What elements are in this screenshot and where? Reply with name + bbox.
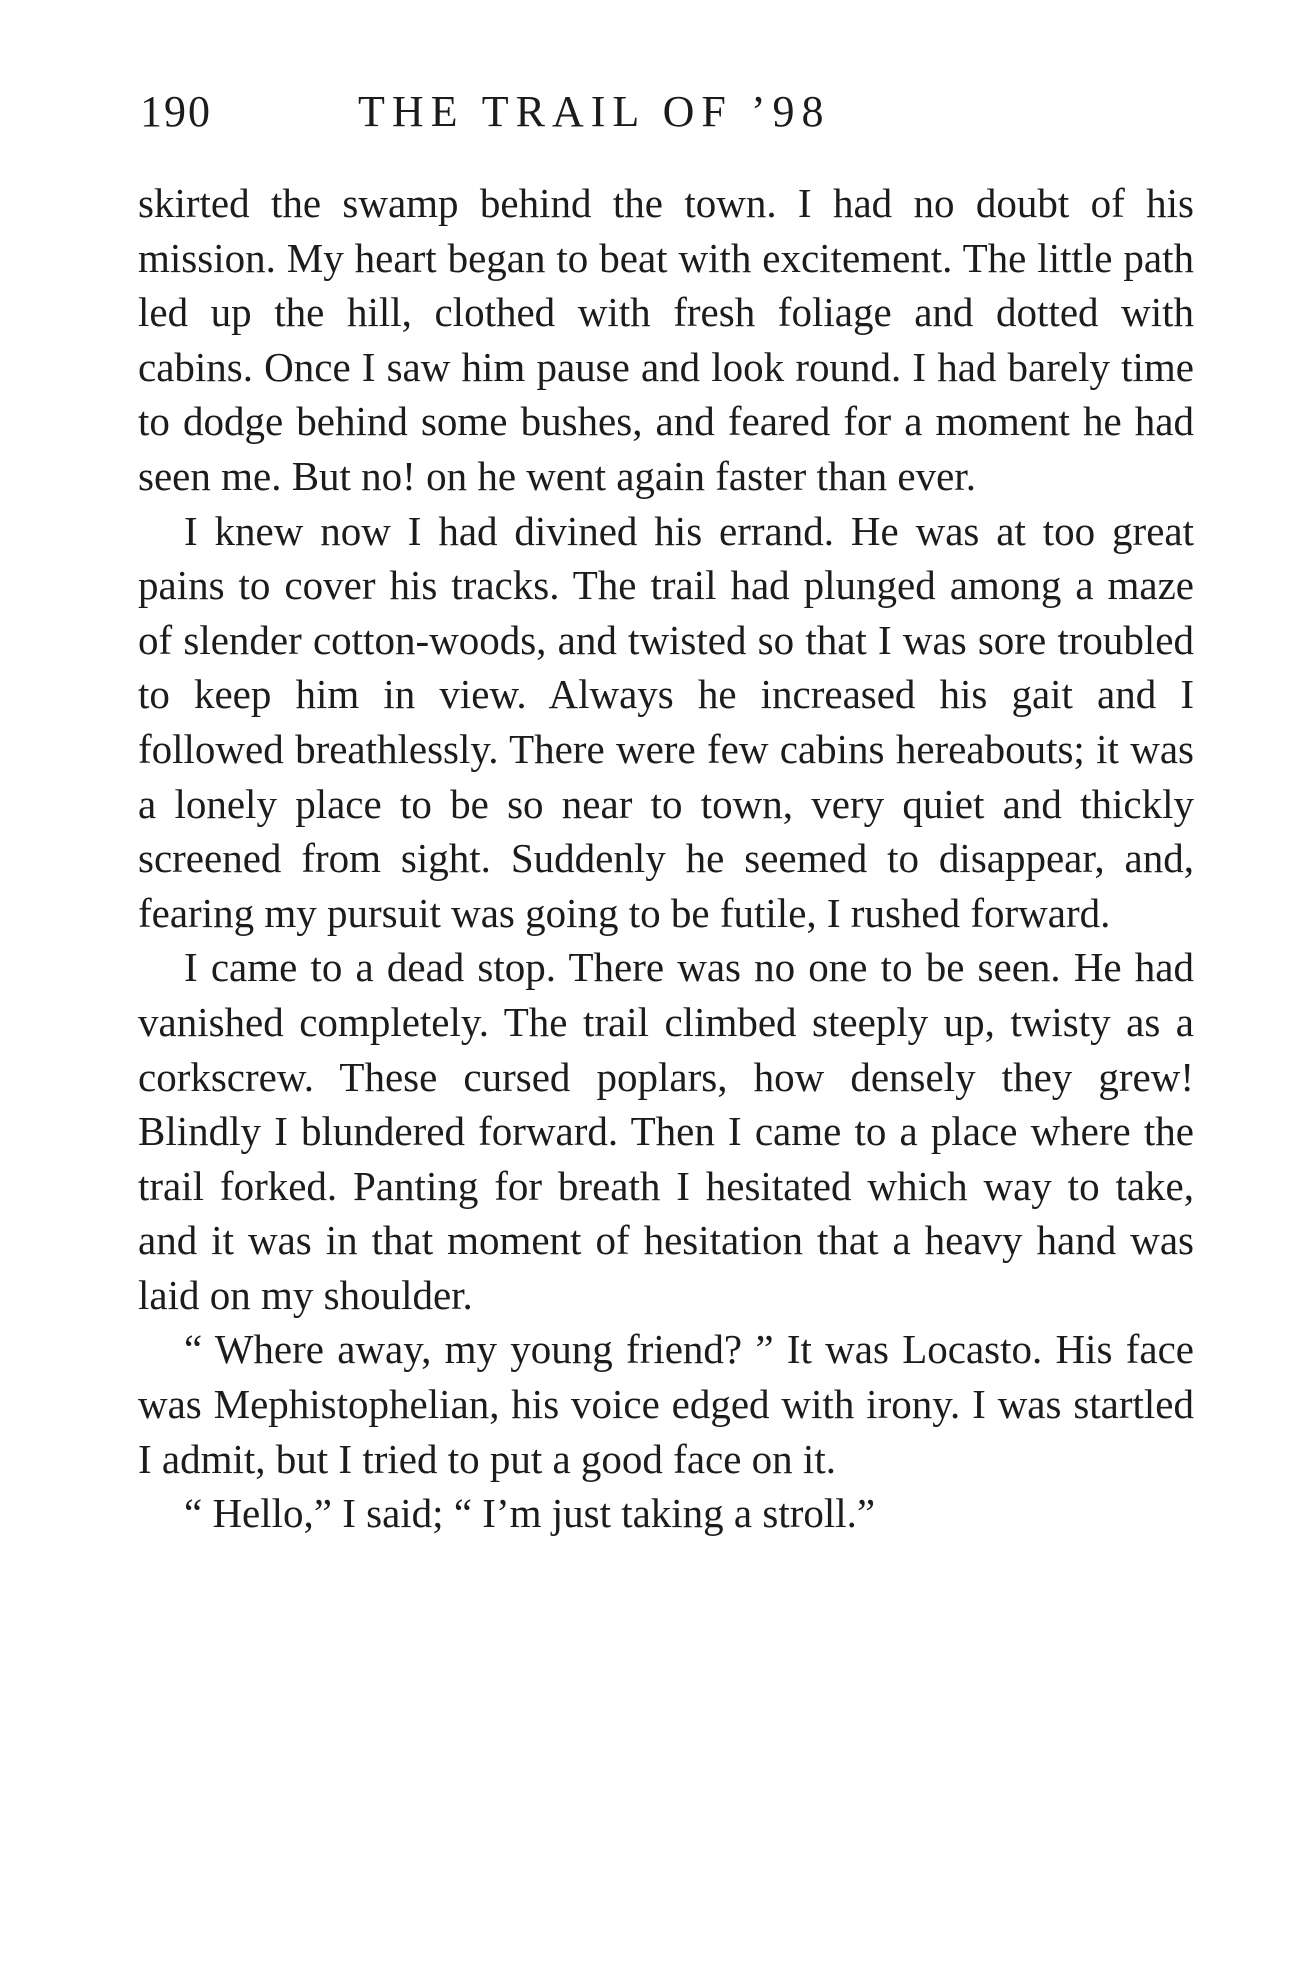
running-title: THE TRAIL OF ’98 [358,87,831,136]
paragraph-4: “ Where away, my young friend? ” It was Locasto. His face was Mephistophelian, his voice edged with irony. I was startled I admit, but I tried to put a good face on it. [138,1326,1194,1482]
paragraph-2: I knew now I had divined his errand. He was at too great pains to cover his tracks. The trail had plunged among a maze of slender cotton-woods, and twisted so that I was sore troubled to keep him in view. Always he increased his gait and I followed breathlessly. There were few cabins hereabouts; it was a lonely place to be so near to town, very quiet and thickly screened from sight. Suddenly he seemed to disappear, and, fearing my pursuit was going to be futile, I rushed forward. [138,507,1194,936]
page-header [140,86,1190,146]
paragraph-5: “ Hello,” I said; “ I’m just taking a stroll.” [184,1490,876,1537]
paragraph-3: I came to a dead stop. There was no one to be seen. He had vanished completely. The trail climbed steeply up, twisty as a corkscrew. These cursed poplars, how densely they grew! Blindly I blundered forward. Then I came to a place where the trail forked. Panting for breath I hesitated which way to take, and it was in that moment of hesitation that a heavy hand was laid on my shoulder. [138,944,1194,1318]
paragraph-1: skirted the swamp behind the town. I had no doubt of his mission. My heart began to beat with excitement. The little path led up the hill, clothed with fresh foliage and dotted with cabins. Once I saw him pause and look round. I had barely time to dodge behind some bushes, and feared for a moment he had seen me. But no! on he went again faster than ever. [138,180,1194,499]
body-text [138,176,1194,1541]
page-number: 190 [140,87,212,136]
